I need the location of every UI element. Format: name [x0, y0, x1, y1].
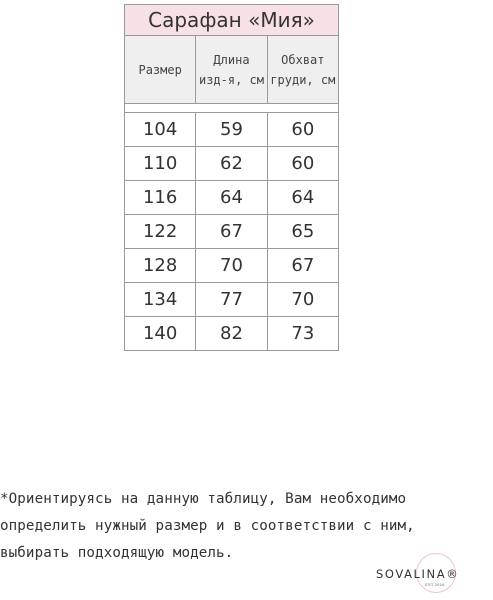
cell-size: 134: [125, 283, 196, 317]
cell-length: 59: [196, 113, 267, 147]
brand-logo: [376, 553, 493, 597]
cell-length: 64: [196, 181, 267, 215]
note-line-2: определить нужный размер и в соответствии с ним,: [0, 518, 415, 534]
cell-size: 116: [125, 181, 196, 215]
cell-size: 128: [125, 249, 196, 283]
cell-size: 104: [125, 113, 196, 147]
header-length: [196, 36, 267, 104]
header-size-label: Размер: [138, 62, 182, 77]
table-row: [125, 113, 339, 147]
size-chart-table: [124, 4, 339, 351]
cell-size: 140: [125, 317, 196, 351]
cell-length: 82: [196, 317, 267, 351]
note-line-1: *Ориентируясь на данную таблицу, Вам необходимо: [0, 491, 407, 507]
logo-brand-text: SOVALINA®: [376, 567, 460, 581]
cell-size: 110: [125, 147, 196, 181]
header-chest-label: Обхват груди, см: [270, 52, 336, 87]
cell-chest: 73: [267, 317, 338, 351]
header-size: [125, 36, 196, 104]
cell-length: 67: [196, 215, 267, 249]
cell-size: 122: [125, 215, 196, 249]
table-row: [125, 181, 339, 215]
logo-est-text: EST.2016: [425, 582, 445, 587]
cell-chest: 70: [267, 283, 338, 317]
cell-chest: 67: [267, 249, 338, 283]
table-row: [125, 283, 339, 317]
table-row: [125, 215, 339, 249]
note-line-3: выбирать подходящую модель.: [0, 545, 234, 561]
cell-chest: 60: [267, 113, 338, 147]
cell-chest: 60: [267, 147, 338, 181]
cell-length: 62: [196, 147, 267, 181]
cell-chest: 65: [267, 215, 338, 249]
header-spacer: [125, 104, 339, 113]
cell-length: 70: [196, 249, 267, 283]
table-row: [125, 249, 339, 283]
table-title: Сарафан «Мия»: [125, 5, 339, 36]
table-body: [125, 113, 339, 351]
header-chest: [267, 36, 338, 104]
cell-chest: 64: [267, 181, 338, 215]
table-row: [125, 317, 339, 351]
cell-length: 77: [196, 283, 267, 317]
table-row: [125, 147, 339, 181]
header-length-label: Длина изд-я, см: [198, 52, 264, 87]
